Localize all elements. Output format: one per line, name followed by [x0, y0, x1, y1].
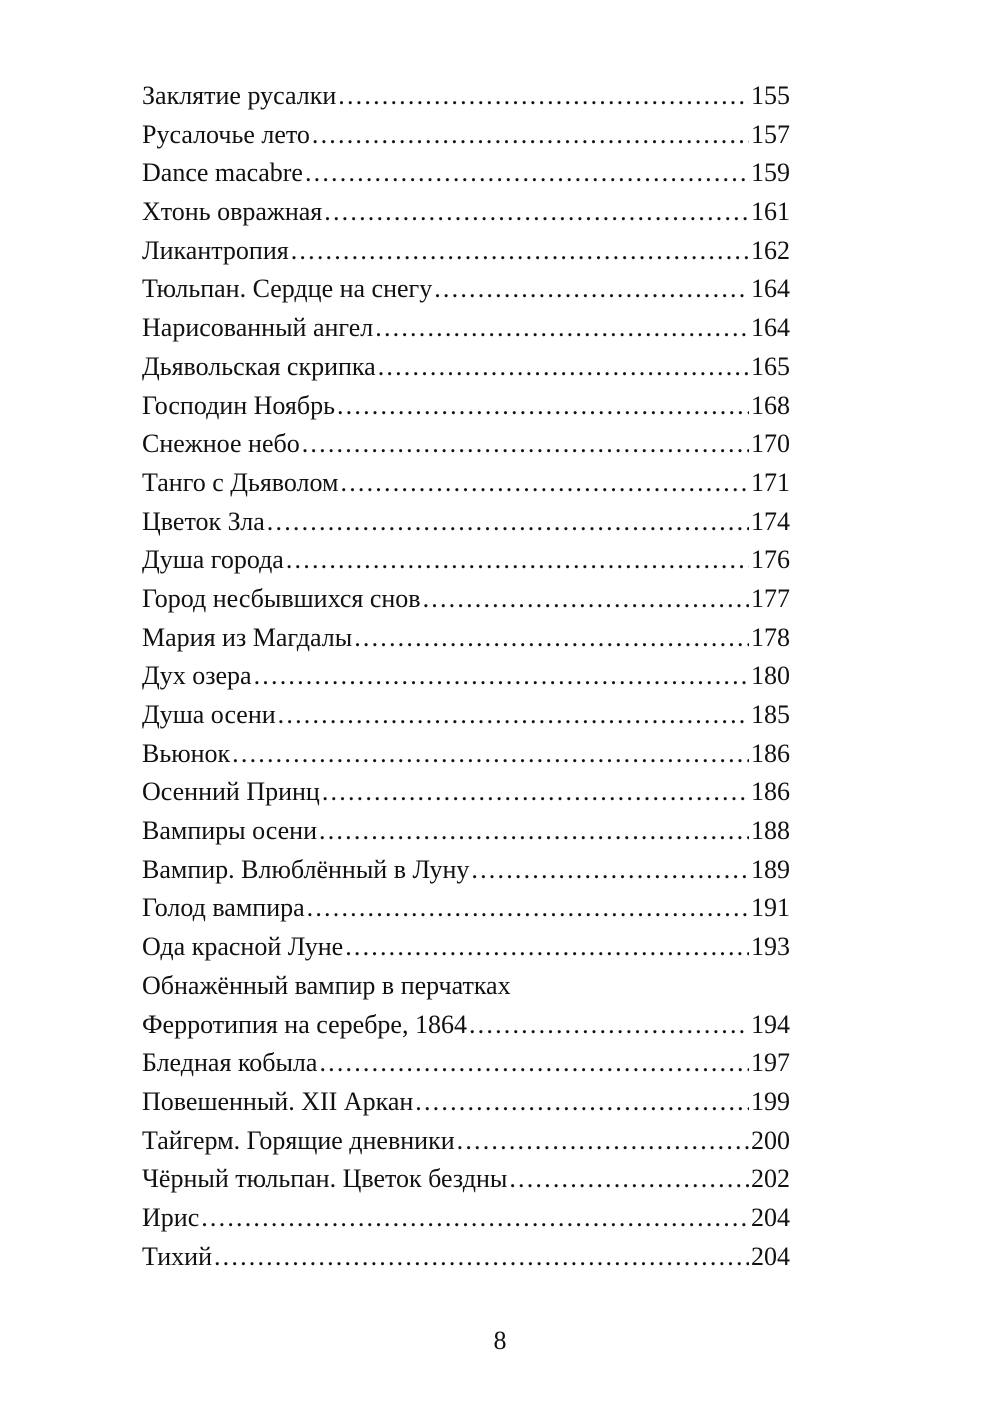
toc-dot-leader — [469, 1006, 749, 1045]
toc-entry — [142, 116, 790, 155]
toc-dot-leader — [267, 503, 749, 542]
toc-dot-leader — [201, 1199, 749, 1238]
toc-entry — [142, 967, 790, 1006]
toc-entry — [142, 541, 790, 580]
toc-entry-page: 188 — [751, 816, 790, 846]
toc-entry-page: 185 — [751, 700, 790, 729]
toc-entry-title: Мария из Магдалы — [142, 622, 353, 652]
toc-entry-title: Хтонь овражная — [142, 197, 323, 227]
toc-entry-page: 191 — [751, 893, 790, 923]
toc-dot-leader — [286, 541, 749, 580]
toc-dot-leader — [214, 1238, 749, 1277]
toc-entry-title: Нарисованный ангел — [142, 313, 374, 343]
toc-entry — [142, 425, 790, 464]
toc-entry-title: Тайгерм. Горящие дневники — [142, 1125, 455, 1155]
toc-dot-leader — [378, 348, 749, 387]
toc-entry — [142, 773, 790, 812]
toc-entry — [142, 735, 790, 774]
toc-entry-page: 189 — [751, 854, 790, 884]
toc-dot-leader — [471, 851, 749, 890]
toc-entry-title: Город несбывшихся снов — [142, 583, 421, 613]
toc-entry-title: Ферротипия на серебре, 1864 — [142, 1009, 467, 1039]
toc-entry-title: Тюльпан. Сердце на снегу — [142, 274, 433, 304]
toc-entry-page: 186 — [751, 777, 790, 807]
toc-entry — [142, 348, 790, 387]
toc-dot-leader — [337, 387, 749, 426]
toc-entry-title: Бледная кобыла — [142, 1048, 318, 1078]
toc-entry-title: Ирис — [142, 1202, 200, 1232]
toc-entry-page: 199 — [751, 1086, 790, 1116]
table-of-contents — [142, 77, 790, 1276]
toc-dot-leader — [457, 1122, 749, 1161]
toc-entry — [142, 1238, 790, 1277]
toc-entry-title: Заклятие русалки — [142, 81, 337, 110]
toc-dot-leader — [341, 464, 750, 503]
toc-entry — [142, 812, 790, 851]
toc-entry-title: Тихий — [142, 1241, 212, 1271]
toc-entry-page: 170 — [751, 429, 790, 459]
toc-entry-title: Вампир. Влюблённый в Луну — [142, 854, 470, 884]
toc-entry-title: Dance macabre — [142, 158, 303, 188]
toc-entry — [142, 1160, 790, 1199]
toc-entry — [142, 387, 790, 426]
toc-entry — [142, 619, 790, 658]
toc-entry — [142, 1006, 790, 1045]
toc-entry-page: 194 — [751, 1009, 790, 1039]
toc-entry-title: Голод вампира — [142, 893, 305, 923]
toc-entry — [142, 580, 790, 619]
toc-dot-leader — [423, 580, 749, 619]
toc-entry-page: 165 — [751, 351, 790, 381]
toc-entry-title: Снежное небо — [142, 429, 300, 459]
toc-entry-page: 162 — [751, 235, 790, 265]
toc-entry-title: Русалочье лето — [142, 119, 310, 149]
toc-entry-page: 159 — [751, 158, 790, 188]
toc-dot-leader — [324, 193, 749, 232]
toc-dot-leader — [291, 232, 749, 271]
toc-entry — [142, 154, 790, 193]
toc-entry — [142, 464, 790, 503]
toc-entry-page: 204 — [751, 1241, 790, 1271]
toc-entry — [142, 851, 790, 890]
toc-entry-page: 197 — [751, 1048, 790, 1078]
toc-entry — [142, 1199, 790, 1238]
toc-entry-title: Вьюнок — [142, 738, 231, 768]
toc-dot-leader — [254, 657, 749, 696]
toc-entry — [142, 1044, 790, 1083]
toc-entry — [142, 270, 790, 309]
toc-entry-title: Осенний Принц — [142, 777, 320, 807]
toc-dot-leader — [302, 425, 749, 464]
toc-entry — [142, 193, 790, 232]
toc-entry-page: 176 — [751, 545, 790, 575]
toc-dot-leader — [312, 116, 749, 155]
toc-entry-page: 161 — [751, 197, 790, 227]
toc-entry-title: Ликантропия — [142, 235, 289, 265]
toc-entry-title: Господин Ноябрь — [142, 390, 335, 420]
toc-entry-page: 168 — [751, 390, 790, 420]
toc-entry — [142, 77, 790, 116]
toc-entry-title: Чёрный тюльпан. Цветок бездны — [142, 1164, 508, 1194]
toc-dot-leader — [345, 928, 749, 967]
toc-dot-leader — [232, 735, 749, 774]
toc-dot-leader — [278, 696, 749, 735]
toc-entry — [142, 309, 790, 348]
toc-dot-leader — [354, 619, 749, 658]
toc-dot-leader — [509, 1160, 749, 1199]
toc-dot-leader — [434, 270, 749, 309]
toc-dot-leader — [319, 812, 749, 851]
toc-entry — [142, 657, 790, 696]
toc-entry-title: Душа осени — [142, 700, 276, 729]
toc-entry-page: 193 — [751, 932, 790, 962]
toc-entry — [142, 696, 790, 735]
toc-dot-leader — [375, 309, 749, 348]
toc-entry-title: Дьявольская скрипка — [142, 351, 376, 381]
toc-entry-page: 155 — [751, 81, 790, 110]
toc-dot-leader — [322, 773, 749, 812]
page-number: 8 — [493, 1326, 507, 1355]
toc-entry — [142, 503, 790, 542]
toc-entry-title: Ода красной Луне — [142, 932, 344, 962]
toc-entry-page: 180 — [751, 661, 790, 691]
toc-entry-page: 202 — [751, 1164, 790, 1194]
toc-entry-page: 178 — [751, 622, 790, 652]
toc-entry-page: 200 — [751, 1125, 790, 1155]
toc-entry-title: Вампиры осени — [142, 816, 318, 846]
toc-entry-page: 164 — [751, 274, 790, 304]
toc-entry-page: 157 — [751, 119, 790, 149]
toc-entry-page: 164 — [751, 313, 790, 343]
toc-entry-title: Душа города — [142, 545, 284, 575]
toc-dot-leader — [338, 77, 749, 116]
toc-entry — [142, 1122, 790, 1161]
toc-entry — [142, 232, 790, 271]
toc-dot-leader — [307, 889, 749, 928]
toc-dot-leader — [305, 154, 749, 193]
toc-entry-page: 186 — [751, 738, 790, 768]
toc-entry-page: 204 — [751, 1202, 790, 1232]
toc-entry — [142, 928, 790, 967]
toc-entry — [142, 1083, 790, 1122]
toc-entry-title: Обнажённый вампир в перчатках — [142, 970, 511, 1000]
toc-entry-page: 171 — [751, 467, 790, 497]
toc-entry-title: Цветок Зла — [142, 506, 265, 536]
toc-dot-leader — [319, 1044, 749, 1083]
toc-entry — [142, 889, 790, 928]
toc-entry-title: Повешенный. XII Аркан — [142, 1086, 414, 1116]
toc-entry-title: Дух озера — [142, 661, 252, 691]
toc-entry-title: Танго с Дьяволом — [142, 467, 339, 497]
toc-entry-page: 177 — [751, 583, 790, 613]
toc-dot-leader — [415, 1083, 749, 1122]
toc-entry-page: 174 — [751, 506, 790, 536]
